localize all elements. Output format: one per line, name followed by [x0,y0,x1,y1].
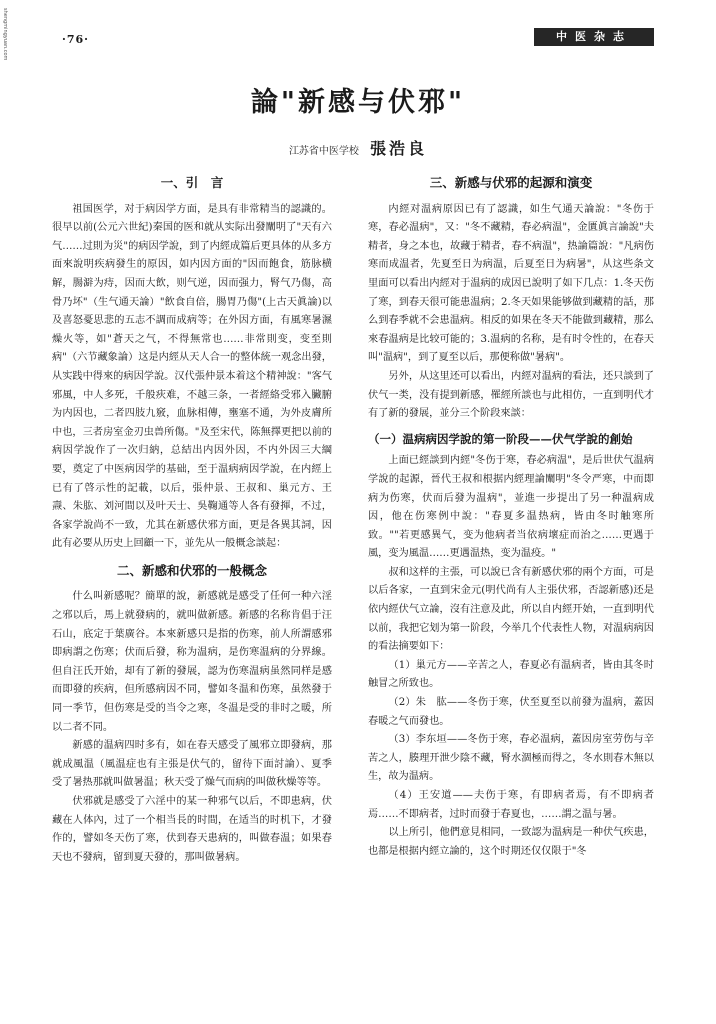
author-name: 張浩良 [370,139,428,158]
paragraph: 新感的温病四时多有，如在春天感受了風邪立即發病，那就成風温（風温症也有主張是伏气的，留待下面討論）、夏季受了暑热那就叫做暑温；秋天受了燥气而病的叫做秋燥等等。 [52,740,332,789]
paragraph: 以上所引，他們意見相同，一致認为温病是一种伏气疾患，也都是根据内經立論的，这个时期还仅仅限于"冬 [368,827,654,857]
section-1-heading: 一、引 言 [160,175,224,190]
right-column [368,172,654,861]
list-item: （2）朱 肱——冬伤于寒，伏至夏至以前發为温病，蓋因春暖之气而發也。 [368,697,654,727]
paragraph: 内經对温病原因已有了認識，如生气通天論說："冬伤于寒，春必温病"，又："冬不藏精，春必病温"，金匱眞言論說"夫精者，身之本也，故藏于精者，春不病温"，热論篇說："凡病伤寒而成温者，先夏至日为病温，后夏至日为病暑"，从这些条文里面可以看出内經对于温病的成因已說明了如下几点：1.冬天伤了寒，到春天很可能患温病；2.冬天如果能够做到藏精的話，那么到春季就不会患温病。相反的如果在冬天不能做到藏精，那么來春温病是比较可能的；3.温病的名称，是有时令性的，在春天叫"温病"，到了夏至以后，那便称做"暑病"。 [368,203,654,364]
paragraph: 伏邪就是感受了六淫中的某一种邪气以后，不即患病，伏藏在人体內，过了一个相当長的时間，在适当的时机下，才發作的，譬如冬天伤了寒，伏到春天患病的，叫做春温；如果春天也不發病，留到夏天發的，那叫做暑病。 [52,796,332,863]
paragraph: 另外，从这里还可以看出，内經对温病的看法，还只談到了伏气一类，没有提到新感，罹經所談也与此相仿，一直到明代才有了新的發展，並分三个阶段來談： [368,370,654,420]
paragraph: 叔和这样的主張，可以說已含有新感伏邪的兩个方面，可是以后各家，一直到宋金元(明代尚有人主張伏邪，否認新感)还是依内經伏气立論，沒有注意及此，所以自内經开始，一直到明代以前，我把它划为第一阶段，今举几个代表性人物，对温病病因的看法摘要如下： [368,566,654,653]
author-affiliation: 江苏省中医学校 [288,146,359,157]
paragraph: 上面已經談到内經"冬伤于寒，春必病温"，是后世伏气温病学說的起源，晉代王叔和根据内經理論闡明"冬令严寒，中而即病为伤寒，伏而后發为温病"，並進一步提出了另一种温病成因，他在伤寒例中說："春夏多温热病，皆由冬时触寒所致。""若更感異气，变为他病者当依病壞症而治之……更遇于風，变为風温……更遇温热，变为温疫。" [368,455,654,560]
paragraph: 祖国医学，对于病因学方面，是具有非常精当的認識的。很早以前(公元六世紀)秦国的医和就从实际出發闡明了"天有六气……过則为災"的病因学說，到了内經成篇后更具体的从多方面來說明疾病發生的原因，如内因方面的"因而飽食，筋脉横解，腸澼为痔，因而大飲，则气逆，因而强力，腎气乃傷，高骨乃坏"（生气通天論）"飲食自倍，腸胃乃傷"(上古天眞論)以及喜怒憂思悲的五志不調而成病等；在外因方面，有風寒暑濕燥火等，如"蒼天之气，不得無常也……非常則变，变至則病"（六节藏象論）这是内經从天人合一的整体統一观念出發，从实践中得來的病因学說。汉代張仲景本着这个精神說："客气邪風，中人多死，千般疢难，不越三条，一者經絡受邪入臟腑为内因也，二者四肢九竅，血脉相傳，壅塞不通，为外皮膚所中也，三者房室金刃虫兽所傷。"及至宋代，陈無擇更把以前的病因学說作了一次归納，总結出内因外因，不内外因三大綱要，奠定了中医病因学的基础，至于温病病因学說，在内經上已有了啓示性的記載，以后，張仲景、王叔和、巢元方、王燾、朱肱、刘河間以及叶天士、吳鞠通等人各有發揮，不过，各家学說尚不一致，尤其在新感伏邪方面，更是各異其詞，因此有必要从历史上回顧一下，並先从一般概念談起： [52,203,332,550]
byline [0,136,716,159]
journal-name: 中医杂志 [534,28,654,46]
watermark: shengmingyuan.com [2,8,8,61]
section-2-heading: 二、新感和伏邪的一般概念 [116,562,267,578]
article-title: 論"新感与伏邪" [250,87,466,118]
list-item: （1）巢元方——辛苦之人，春夏必有温病者，皆由其冬时触冒之所致也。 [368,659,654,690]
section-3-heading: 三、新感与伏邪的起源和演变 [429,175,593,190]
subsection-heading: （一）温病病因学說的第一阶段——伏气学說的創始 [368,431,633,446]
left-column [52,172,332,867]
paragraph: 什么叫新感呢？簡單的說，新感就是感受了任何一种六淫之邪以后，馬上就發病的，就叫做新感。新感的名称肯倡于汪石山，底定于葉廣谷。本來新感只是指的伤寒，前人所謂感邪即病謂之伤寒；伏而后發，称为温病，是伤寒温病的分界線。但自汪氏开始，却有了新的發展，認为伤寒温病虽然同样是感而即發的疾病，但所感病因不同，譬如冬温和伤寒，虽然發于同一季节，但伤寒是受的当令之寒，冬温是受的非时之暖，所以二者不同。 [52,591,332,733]
page-number: ·76· [62,33,89,46]
list-item: （3）李东垣——冬伤于寒，春必温病，蓋因房室劳伤与辛苦之人，腠理开泄少陰不藏，腎水涸極而得之，冬水則春木無以生，故为温病。 [368,734,654,783]
list-item: （4）王安道——夫伤于寒，有即病者焉，有不即病者焉……不即病者，过时而發于春夏也，……謂之温与暑。 [368,790,654,820]
